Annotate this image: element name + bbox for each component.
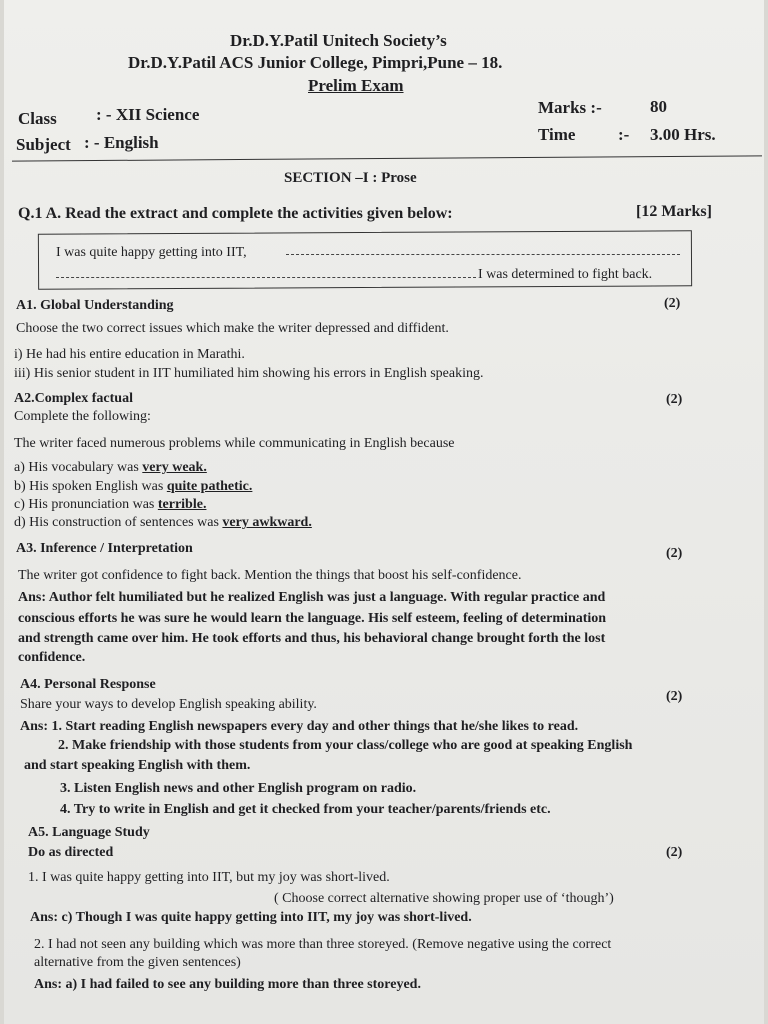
a5-question-2-line-2: alternative from the given sentences) — [34, 955, 241, 970]
a5-subtitle: Do as directed — [28, 845, 114, 860]
a2-prompt: The writer faced numerous problems while communicating in English because — [14, 436, 455, 451]
a5-answer-1: Ans: c) Though I was quite happy getting into IIT, my joy was short-lived. — [30, 910, 472, 925]
a2-item-c — [14, 497, 206, 513]
exam-paper — [4, 0, 764, 1024]
a2-item-b — [14, 479, 252, 495]
a4-answer-line-3: and start speaking English with them. — [24, 758, 251, 773]
a1-answer-1: i) He had his entire education in Marathi. — [14, 347, 245, 362]
a4-marks: (2) — [666, 689, 683, 704]
marks-label: Marks :- — [538, 98, 602, 117]
a2-item-c-answer: terrible. — [157, 497, 207, 512]
a3-answer-line-2: conscious efforts he was sure he would learn the language. His self esteem, feeling of determination — [18, 611, 607, 626]
extract-blank-line-2 — [56, 277, 476, 278]
a2-item-a-prefix: a) His vocabulary was — [14, 460, 143, 475]
a1-marks: (2) — [664, 296, 681, 311]
extract-blank-line-1 — [286, 254, 680, 255]
a2-item-d-prefix: d) His construction of sentences was — [14, 515, 223, 530]
a3-answer-line-1: Ans: Author felt humiliated but he realized English was just a language. With regular practice and — [18, 590, 606, 605]
a2-title: A2.Complex factual — [14, 391, 133, 406]
a5-question-2-line-1: 2. I had not seen any building which was more than three storeyed. (Remove negative using the correct — [34, 937, 612, 952]
marks-value: 80 — [650, 97, 667, 116]
a2-item-b-prefix: b) His spoken English was — [14, 479, 167, 494]
a2-item-b-answer: quite pathetic. — [166, 479, 253, 494]
subject-value: : - English — [84, 133, 159, 152]
college-name: Dr.D.Y.Patil ACS Junior College, Pimpri,Pune – 18. — [128, 53, 503, 72]
a2-item-a-answer: very weak. — [142, 460, 207, 475]
section-title: SECTION –I : Prose — [284, 170, 417, 186]
a4-answer-line-4: 3. Listen English news and other English program on radio. — [60, 781, 417, 796]
a4-answer-line-2: 2. Make friendship with those students from your class/college who are good at speaking English — [58, 738, 633, 753]
a1-title: A1. Global Understanding — [16, 298, 174, 313]
a3-answer-line-3: and strength came over him. He took efforts and thus, his behavioral change brought forth the lost — [18, 631, 606, 646]
a3-prompt: The writer got confidence to fight back. Mention the things that boost his self-confidence. — [18, 568, 522, 583]
a2-subtitle: Complete the following: — [14, 409, 151, 424]
a5-question-1: 1. I was quite happy getting into IIT, but my joy was short-lived. — [28, 870, 390, 885]
q1-marks: [12 Marks] — [636, 203, 712, 220]
a5-marks: (2) — [666, 845, 683, 860]
header-divider — [12, 155, 762, 161]
time-label: Time — [538, 125, 576, 144]
extract-start: I was quite happy getting into IIT, — [56, 245, 247, 260]
society-name: Dr.D.Y.Patil Unitech Society’s — [230, 31, 447, 50]
a2-item-d-answer: very awkward. — [222, 515, 312, 530]
q1-title: Q.1 A. Read the extract and complete the activities given below: — [18, 205, 453, 222]
a4-answer-line-1: Ans: 1. Start reading English newspapers every day and other things that he/she likes to read. — [20, 719, 579, 734]
a4-title: A4. Personal Response — [20, 677, 156, 692]
class-label: Class — [18, 109, 57, 128]
a5-title: A5. Language Study — [28, 825, 150, 840]
exam-title: Prelim Exam — [308, 76, 404, 95]
extract-end: I was determined to fight back. — [478, 267, 653, 282]
a4-answer-line-5: 4. Try to write in English and get it checked from your teacher/parents/friends etc. — [60, 802, 551, 817]
a2-item-c-prefix: c) His pronunciation was — [14, 497, 158, 512]
a3-marks: (2) — [666, 546, 683, 561]
a1-answer-2: iii) His senior student in IIT humiliated him showing his errors in English speaking. — [14, 366, 484, 381]
subject-label: Subject — [16, 135, 71, 154]
a5-question-1-instruction: ( Choose correct alternative showing proper use of ‘though’) — [274, 891, 614, 906]
a3-title: A3. Inference / Interpretation — [16, 541, 193, 556]
a2-item-d — [14, 515, 312, 531]
time-value: 3.00 Hrs. — [650, 125, 716, 144]
a2-item-a — [14, 460, 207, 476]
a4-prompt: Share your ways to develop English speaking ability. — [20, 697, 317, 712]
a2-marks: (2) — [666, 392, 683, 407]
a3-answer-line-4: confidence. — [18, 650, 86, 665]
a5-answer-2: Ans: a) I had failed to see any building more than three storeyed. — [34, 977, 421, 992]
time-separator: :- — [618, 125, 630, 144]
a1-prompt: Choose the two correct issues which make the writer depressed and diffident. — [16, 321, 449, 336]
class-value: : - XII Science — [96, 105, 200, 124]
